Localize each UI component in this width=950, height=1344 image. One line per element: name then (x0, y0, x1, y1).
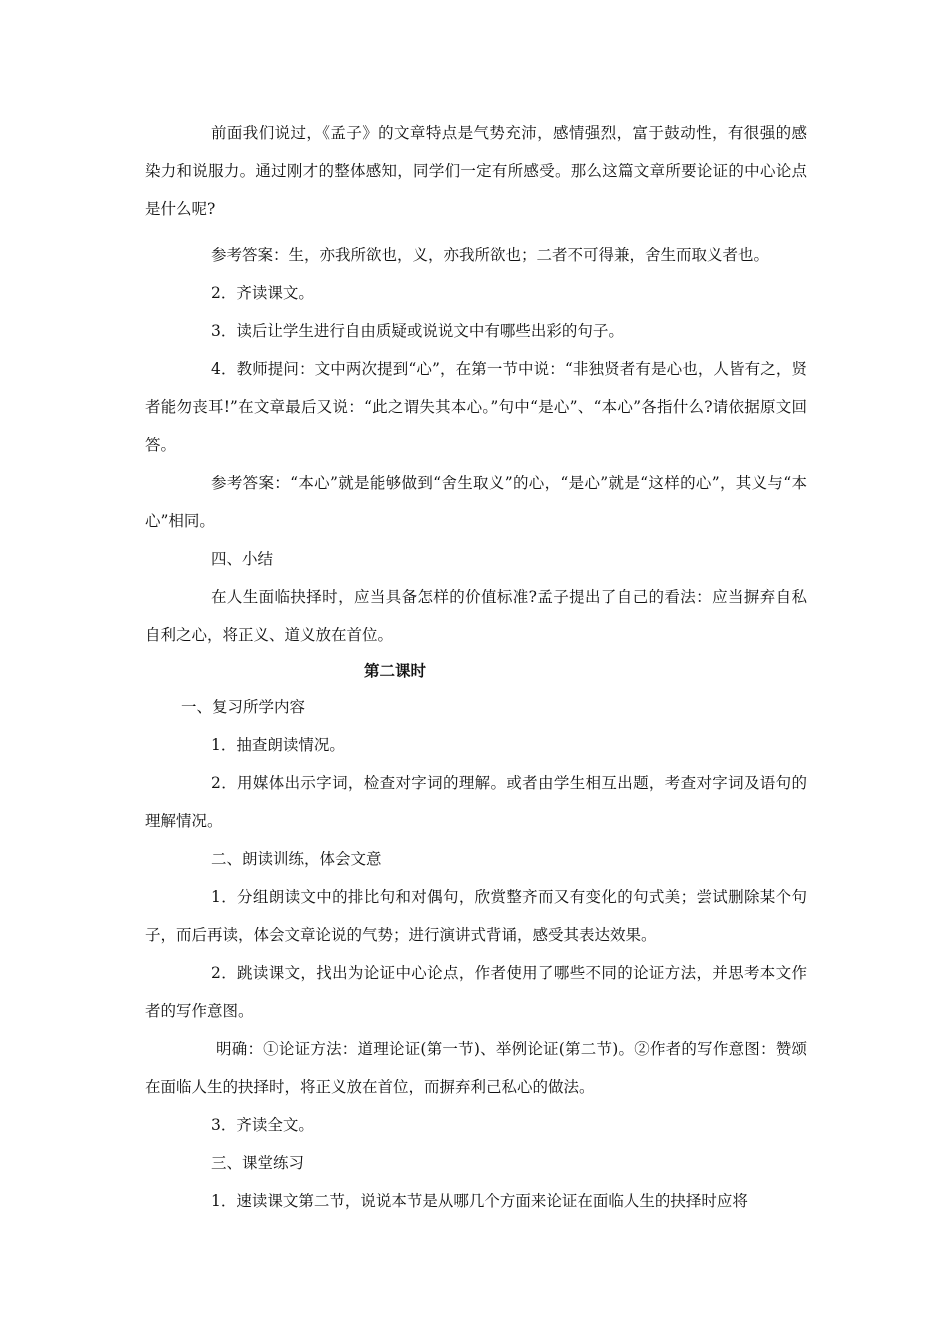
paragraph-answer-2: 参考答案：“本心”就是能够做到“舍生取义”的心，“是心”就是“这样的心”，其义与“本心”相同。 (145, 474, 807, 530)
paragraph-exercise-heading: 三、课堂练习 (211, 1154, 305, 1172)
paragraph-summary-heading: 四、小结 (211, 550, 274, 568)
paragraph-reading-heading: 二、朗读训练，体会文意 (211, 850, 382, 868)
paragraph-summary: 在人生面临抉择时，应当具备怎样的价值标准?孟子提出了自己的看法：应当摒弃自私自利之心，将正义、道义放在首位。 (145, 588, 807, 644)
paragraph-item-2: 2．齐读课文。 (211, 284, 314, 302)
paragraph-clarify: 明确：①论证方法：道理论证(第一节)、举例论证(第二节)。②作者的写作意图：赞颂在面临人生的抉择时，将正义放在首位，而摒弃利己私心的做法。 (145, 1040, 807, 1096)
paragraph-item-4: 4．教师提问：文中两次提到“心”，在第一节中说：“非独贤者有是心也，人皆有之，贤者能勿丧耳!”在文章最后又说：“此之谓失其本心。”句中“是心”、“本心”各指什么?请依据原文回答。 (145, 360, 807, 454)
paragraph-review-item-1: 1．抽查朗读情况。 (211, 736, 345, 754)
paragraph-answer-1: 参考答案：生，亦我所欲也，义，亦我所欲也；二者不可得兼，舍生而取义者也。 (211, 246, 770, 264)
paragraph-reading-item-2: 2．跳读课文，找出为论证中心论点，作者使用了哪些不同的论证方法，并思考本文作者的写作意图。 (145, 964, 807, 1020)
section-title: 第二课时 (363, 662, 426, 680)
paragraph-exercise-item-1: 1．速读课文第二节，说说本节是从哪几个方面来论证在面临人生的抉择时应将 (211, 1192, 748, 1210)
paragraph-reading-item-3: 3．齐读全文。 (211, 1116, 314, 1134)
paragraph-intro: 前面我们说过，《孟子》的文章特点是气势充沛，感情强烈，富于鼓动性，有很强的感染力和说服力。通过刚才的整体感知，同学们一定有所感受。那么这篇文章所要论证的中心论点是什么呢? (145, 124, 807, 218)
paragraph-item-3: 3．读后让学生进行自由质疑或说说文中有哪些出彩的句子。 (211, 322, 624, 340)
paragraph-review-heading: 一、复习所学内容 (181, 698, 306, 716)
paragraph-review-item-2: 2．用媒体出示字词，检查对字词的理解。或者由学生相互出题，考查对字词及语句的理解情况。 (145, 774, 807, 830)
paragraph-reading-item-1: 1．分组朗读文中的排比句和对偶句，欣赏整齐而又有变化的句式美；尝试删除某个句子，而后再读，体会文章论说的气势；进行演讲式背诵，感受其表达效果。 (145, 888, 807, 944)
